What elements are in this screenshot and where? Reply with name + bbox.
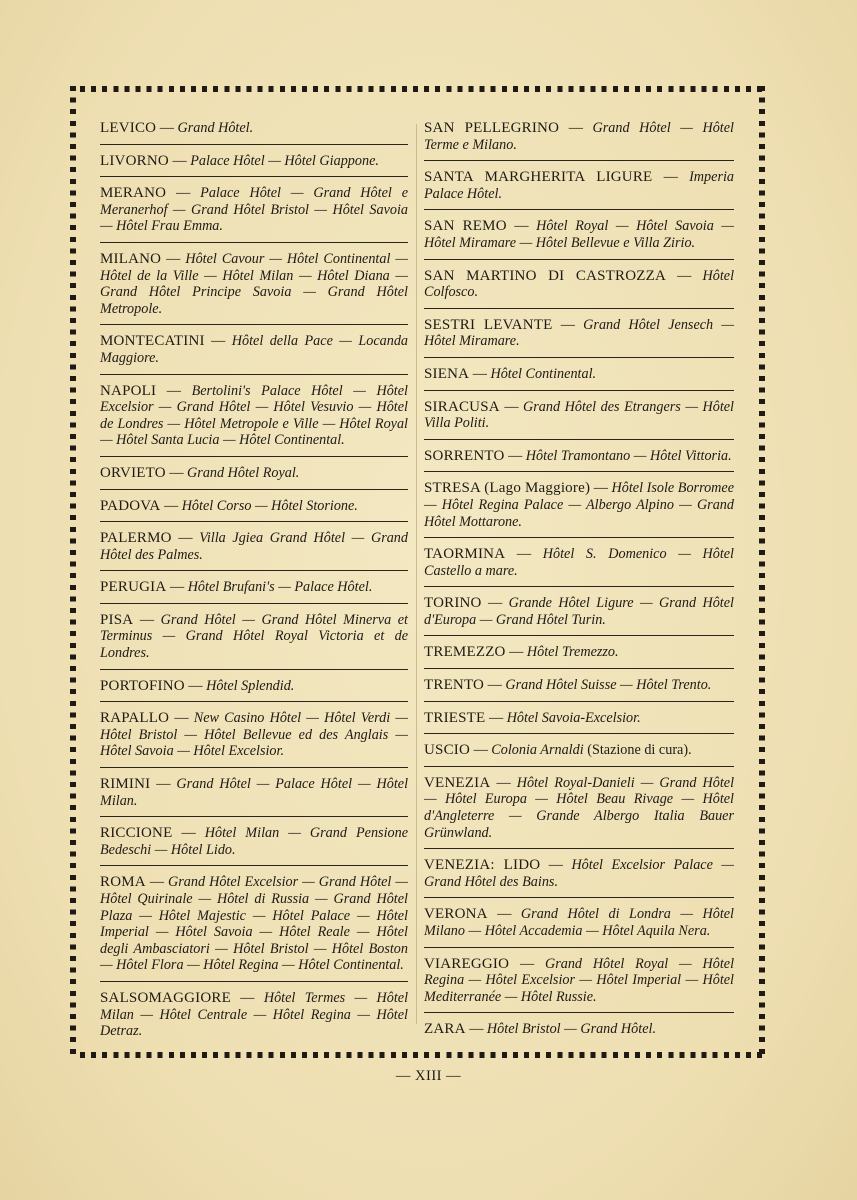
hotel-list: Hôtel Colfosco.: [424, 267, 735, 301]
hotel-entry: [424, 1021, 734, 1045]
city-name: RIMINI: [100, 776, 151, 793]
hotel-list: Hôtel Royal-Danieli — Grand Hôtel — Hôtel Europa — Hôtel Beau Rivage — Hôtel d'Angleterre — Grande Albergo Italia Bauer Grünwland.: [424, 774, 735, 841]
hotel-list: Hôtel della Pace — Locanda Maggiore.: [100, 333, 409, 366]
hotel-entry: [100, 251, 408, 325]
city-name: VERONA: [424, 906, 488, 923]
city-name: USCIO: [424, 742, 471, 759]
hotel-list: Grand Hôtel Royal.: [187, 464, 300, 481]
dash-separator: —: [169, 710, 194, 727]
dash-separator: —: [499, 398, 524, 415]
dash-separator: —: [168, 152, 191, 169]
dash-separator: —: [465, 1021, 487, 1038]
left-column: [100, 120, 408, 1055]
city-name: PORTOFINO: [100, 677, 185, 694]
city-name: NAPOLI: [100, 382, 157, 399]
hotel-entry: [424, 775, 734, 849]
city-name: SESTRI LEVANTE: [424, 316, 553, 333]
hotel-entry: [424, 546, 734, 587]
city-name: SAN MARTINO DI CASTROZZA: [424, 267, 667, 284]
dash-separator: —: [484, 677, 506, 694]
hotel-list: Palace Hôtel — Grand Hôtel e Meranerhof — Grand Hôtel Bristol — Hôtel Savoia — Hôtel Frau Emma.: [100, 185, 409, 235]
city-name: ORVIETO: [100, 464, 166, 481]
hotel-entry: [424, 644, 734, 669]
city-name: PISA: [100, 611, 134, 628]
hotel-entry: [424, 399, 734, 440]
dash-separator: —: [540, 857, 572, 874]
page-number: — XIII —: [395, 1068, 462, 1084]
hotel-list: Villa Jgiea Grand Hôtel — Grand Hôtel des Palmes.: [100, 530, 408, 563]
hotel-list: Hôtel S. Domenico — Hôtel Castello a mare.: [424, 546, 735, 579]
hotel-list: Grande Hôtel Ligure — Grand Hôtel d'Europa — Grand Hôtel Turin.: [424, 595, 734, 628]
city-name: SORRENTO: [424, 447, 505, 464]
hotel-entry: [424, 857, 734, 898]
column-divider: [416, 124, 417, 1024]
hotel-list: Grand Hôtel Excelsior — Grand Hôtel — Hôtel Quirinale — Hôtel di Russia — Grand Hôtel Plaza — Hôtel Majestic — Hôtel Palace — Hôtel Imperial — Hôtel Savoia — Hôtel Reale — Hôtel degli Ambasciatori — Hôtel Bristol — Hôtel Boston — Hôtel Flora — Hôtel Regina — Hôtel Continental.: [100, 874, 408, 974]
city-name: MILANO: [100, 250, 162, 267]
dash-separator: —: [509, 955, 545, 972]
hotel-list: Grand Hôtel — Grand Hôtel Minerva et Terminus — Grand Hôtel Royal Victoria et de Londres.: [100, 611, 408, 662]
hotel-entry: [424, 448, 734, 473]
dash-separator: —: [172, 825, 205, 842]
hotel-entry: [424, 742, 734, 767]
hotel-entry: [100, 465, 408, 490]
hotel-list: New Casino Hôtel — Hôtel Verdi — Hôtel Bristol — Hôtel Bellevue ed des Anglais — Hôtel Savoia — Hôtel Excelsior.: [100, 710, 408, 760]
city-name: LIVORNO: [100, 152, 169, 169]
hotel-list: Hôtel Tramontano — Hôtel Vittoria.: [525, 447, 732, 464]
hotel-entry: [424, 480, 734, 538]
city-name: ZARA: [424, 1021, 466, 1038]
hotel-list: Hôtel Tremezzo.: [526, 644, 619, 661]
dash-separator: —: [552, 316, 584, 333]
city-name: TAORMINA: [424, 546, 506, 563]
hotel-list: Hôtel Bristol — Grand Hôtel.: [486, 1021, 656, 1038]
hotel-list: Bertolini's Palace Hôtel — Hôtel Excelsior — Grand Hôtel — Hôtel Vesuvio — Hôtel de Londres — Hôtel Metropole e Ville — Hôtel Royal — Hôtel Santa Lucia — Hôtel Continental.: [100, 382, 408, 449]
city-name: SAN PELLEGRINO: [424, 120, 560, 136]
hotel-entry: [424, 268, 734, 309]
hotel-entry: [100, 710, 408, 768]
dash-separator: —: [145, 874, 169, 891]
dash-separator: —: [156, 120, 178, 136]
city-name: SIRACUSA: [424, 398, 500, 415]
city-name: PERUGIA: [100, 579, 167, 596]
hotel-entry: [100, 825, 408, 866]
dash-separator: —: [171, 530, 200, 547]
hotel-list: Palace Hôtel — Hôtel Giappone.: [190, 152, 379, 169]
hotel-list: Hôtel Isole Borromee — Hôtel Regina Palace — Albergo Alpino — Grand Hôtel Mottarone.: [424, 480, 735, 530]
hotel-entry: [100, 776, 408, 817]
dash-separator: —: [156, 382, 192, 399]
hotel-entry: [100, 185, 408, 243]
hotel-entry: [424, 595, 734, 636]
hotel-entry: [424, 120, 734, 161]
hotel-entry: [100, 990, 408, 1047]
city-name: MERANO: [100, 185, 167, 202]
hotel-list: Hôtel Splendid.: [206, 677, 295, 694]
dash-separator: —: [559, 120, 593, 136]
city-name: SAN REMO: [424, 218, 507, 235]
right-column: [424, 120, 734, 1053]
hotel-list: Hôtel Termes — Hôtel Milan — Hôtel Centrale — Hôtel Regina — Hôtel Detraz.: [100, 989, 409, 1040]
hotel-entry: [424, 317, 734, 358]
dash-separator: —: [504, 447, 526, 464]
dash-separator: —: [590, 480, 612, 497]
city-name: SIENA: [424, 365, 470, 382]
dash-separator: —: [506, 218, 537, 235]
city-name: PALERMO: [100, 530, 172, 547]
dash-separator: —: [487, 906, 521, 923]
hotel-entry: [424, 906, 734, 947]
hotel-list: Grand Hôtel Royal — Hôtel Regina — Hôtel Excelsior — Hôtel Imperial — Hôtel Mediterranée — Hôtel Russie.: [424, 955, 735, 1005]
dash-separator: —: [505, 546, 543, 563]
dotted-border-right: [759, 86, 765, 1058]
city-name: TORINO: [424, 595, 482, 612]
city-name: LEVICO: [100, 120, 157, 136]
hotel-entry: [100, 153, 408, 178]
dash-separator: —: [230, 989, 264, 1006]
dash-separator: —: [485, 709, 507, 726]
hotel-note: (Stazione di cura).: [587, 742, 692, 759]
dash-separator: —: [490, 774, 517, 791]
hotel-entry: [100, 612, 408, 670]
hotel-entry: [100, 498, 408, 523]
hotel-entry: [100, 383, 408, 457]
hotel-list: Grand Hôtel — Palace Hôtel — Hôtel Milan.: [100, 776, 409, 809]
dash-separator: —: [161, 250, 186, 267]
hotel-list: Hôtel Royal — Hôtel Savoia — Hôtel Miramare — Hôtel Bellevue e Villa Zirio.: [424, 218, 734, 251]
hotel-list: Grand Hôtel — Hôtel Terme e Milano.: [424, 120, 734, 153]
dash-separator: —: [150, 776, 177, 793]
hotel-list: Grand Hôtel Jensech — Hôtel Miramare.: [424, 316, 734, 350]
hotel-list: Grand Hôtel.: [177, 120, 254, 136]
hotel-list: Hôtel Milan — Grand Pensione Bedeschi — Hôtel Lido.: [100, 825, 409, 858]
dash-separator: —: [470, 742, 492, 759]
hotel-entry: [424, 956, 734, 1014]
hotel-entry: [424, 710, 734, 735]
dash-separator: —: [165, 464, 188, 481]
dash-separator: —: [160, 497, 182, 514]
hotel-list: Colonia Arnaldi: [491, 742, 584, 759]
city-name: SALSOMAGGIORE: [100, 989, 231, 1006]
dash-separator: —: [469, 365, 491, 382]
hotel-list: Hôtel Cavour — Hôtel Continental — Hôtel de la Ville — Hôtel Milan — Hôtel Diana — Grand Hôtel Principe Savoia — Grand Hôtel Metropole.: [100, 250, 408, 317]
hotel-list: Hôtel Brufani's — Palace Hôtel.: [187, 579, 373, 596]
hotel-entry: [424, 366, 734, 391]
hotel-list: Hôtel Corso — Hôtel Storione.: [181, 497, 358, 514]
hotel-entry: [424, 169, 734, 210]
hotel-list: Grand Hôtel di Londra — Hôtel Milano — Hôtel Accademia — Hôtel Aquila Nera.: [424, 906, 735, 939]
hotel-list: Imperia Palace Hôtel.: [424, 169, 734, 202]
city-name: MONTECATINI: [100, 333, 205, 350]
dash-separator: —: [133, 611, 161, 628]
dash-separator: —: [166, 579, 188, 596]
city-name: SANTA MARGHERITA LIGURE: [424, 169, 653, 186]
city-name: TRIESTE: [424, 709, 486, 726]
dotted-border-top: [80, 86, 766, 92]
city-name: TREMEZZO: [424, 644, 506, 661]
city-name: TRENTO: [424, 677, 485, 694]
hotel-entry: [100, 874, 408, 982]
dash-separator: —: [184, 677, 207, 694]
city-name: STRESA (Lago Maggiore): [424, 480, 591, 497]
city-name: VENEZIA: [424, 774, 491, 791]
dash-separator: —: [204, 333, 232, 350]
hotel-list: Grand Hôtel Suisse — Hôtel Trento.: [505, 677, 712, 694]
city-name: VIAREGGIO: [424, 955, 510, 972]
hotel-entry: [424, 218, 734, 259]
hotel-list: Hôtel Savoia-Excelsior.: [506, 709, 641, 726]
dotted-border-left: [70, 86, 76, 1058]
dash-separator: —: [652, 169, 690, 186]
hotel-entry: [100, 333, 408, 374]
hotel-entry: [424, 677, 734, 702]
dash-separator: —: [505, 644, 527, 661]
city-name: RICCIONE: [100, 825, 173, 842]
hotel-entry: [100, 120, 408, 145]
city-name: RAPALLO: [100, 710, 170, 727]
hotel-list: Hôtel Continental.: [490, 365, 597, 382]
hotel-entry: [100, 579, 408, 604]
city-name: PADOVA: [100, 497, 161, 514]
dash-separator: —: [481, 595, 509, 612]
dash-separator: —: [166, 185, 201, 202]
hotel-entry: [100, 678, 408, 703]
dash-separator: —: [666, 267, 703, 284]
hotel-entry: [100, 530, 408, 571]
hotel-list: Hôtel Excelsior Palace — Grand Hôtel des Bains.: [424, 857, 735, 890]
city-name: ROMA: [100, 874, 146, 891]
hotel-list: Grand Hôtel des Etrangers — Hôtel Villa Politi.: [424, 398, 734, 432]
city-name: VENEZIA: LIDO: [424, 857, 541, 874]
